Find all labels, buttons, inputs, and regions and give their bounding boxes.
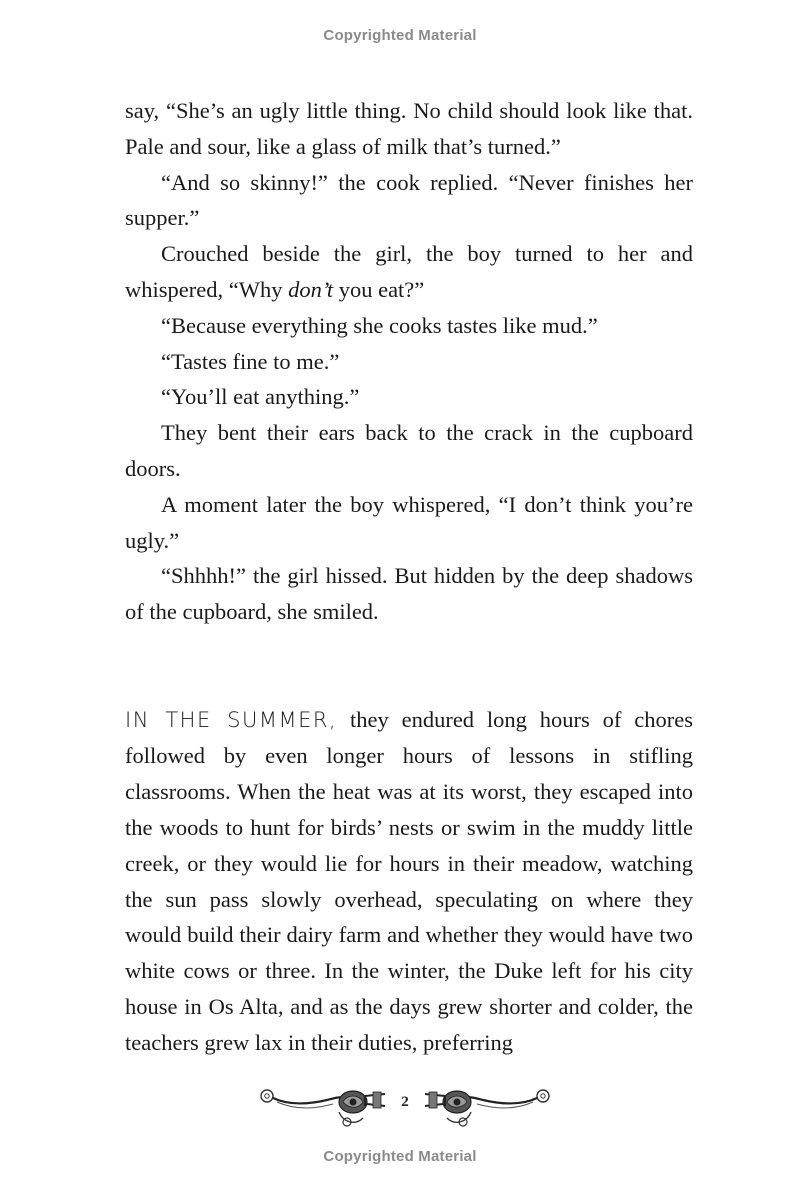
body-text <box>125 93 693 1061</box>
scroll-ornament-right-icon <box>423 1082 555 1132</box>
paragraph-text: Crouched beside the girl, the boy turned to her and whispered, “Why <box>125 241 693 302</box>
section-lead: IN THE SUMMER, <box>125 707 338 732</box>
section-paragraph <box>125 702 693 1061</box>
paragraph: “And so skinny!” the cook replied. “Never finishes her supper.” <box>125 169 693 231</box>
paragraph: “Tastes fine to me.” <box>161 348 340 374</box>
watermark-top: Copyrighted Material <box>323 27 477 44</box>
paragraph: A moment later the boy whispered, “I don’t think you’re ugly.” <box>125 491 693 553</box>
page-footer <box>255 1082 555 1138</box>
section-text: they endured long hours of chores followed by even longer hours of lessons in stifling classrooms. When the heat was at its worst, they escaped into the woods to hunt for birds’ nests or swim in the muddy little creek, or they would lie for hours in their meadow, watching the sun pass slowly overhead, speculating on where they would build their dairy farm and whether they would have two white cows or three. In the winter, the Duke left for his city house in Os Alta, and as the days grew shorter and colder, the teachers grew lax in their duties, preferring <box>125 706 693 1055</box>
watermark-bottom: Copyrighted Material <box>323 1148 477 1165</box>
page-number: 2 <box>401 1094 409 1110</box>
scroll-ornament-left-icon <box>255 1082 387 1132</box>
emphasis-word: don’t <box>288 276 334 302</box>
paragraph-text-tail: you eat?” <box>333 276 425 302</box>
paragraph: “Because everything she cooks tastes like mud.” <box>161 312 598 338</box>
paragraph: “You’ll eat anything.” <box>161 384 360 410</box>
paragraph: “Shhhh!” the girl hissed. But hidden by the deep shadows of the cupboard, she smiled. <box>125 563 693 625</box>
paragraph <box>125 236 693 308</box>
paragraph: They bent their ears back to the crack in the cupboard doors. <box>125 420 693 481</box>
paragraph: say, “She’s an ugly little thing. No child should look like that. Pale and sour, like a glass of milk that’s turned.” <box>125 98 693 159</box>
